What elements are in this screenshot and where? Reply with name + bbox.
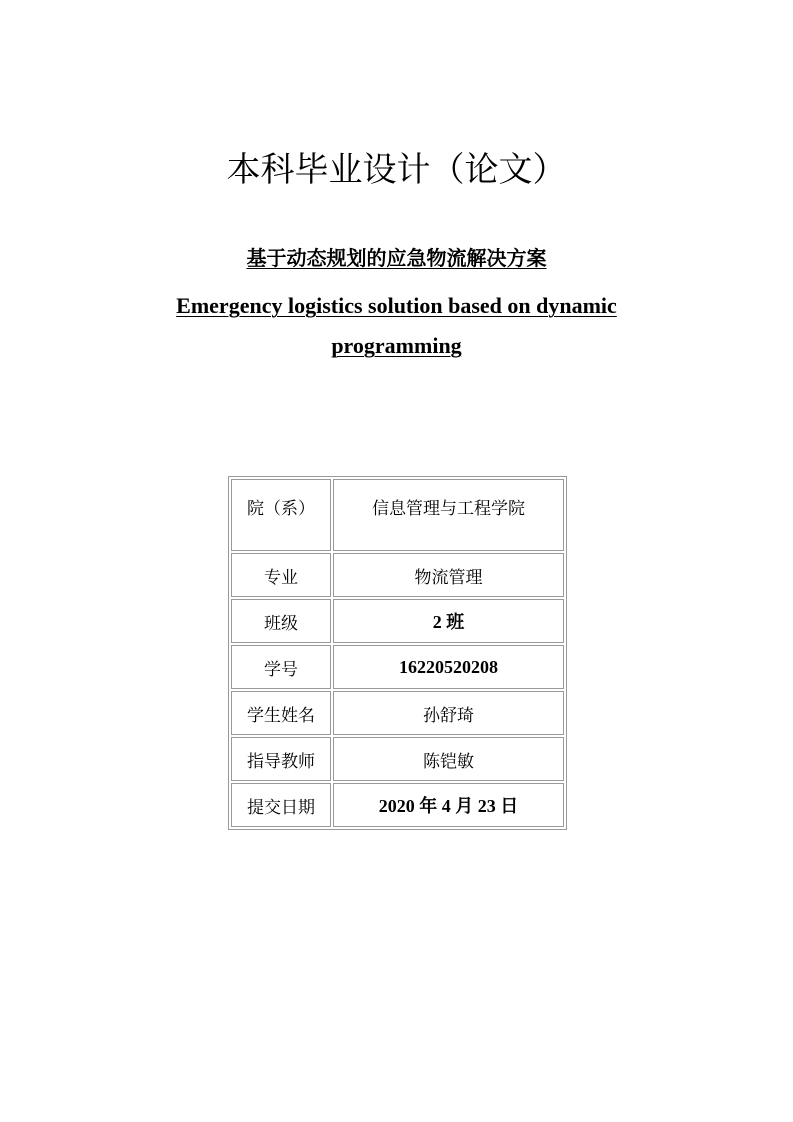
table-row-department <box>231 479 564 551</box>
table-row-student-name <box>231 691 564 735</box>
student-id-value: 16220520208 <box>333 645 564 689</box>
submission-date-label: 提交日期 <box>231 783 331 827</box>
chinese-thesis-title-text: 基于动态规划的应急物流解决方案 <box>246 246 547 270</box>
table-row-major <box>231 553 564 597</box>
major-label: 专业 <box>231 553 331 597</box>
chinese-thesis-title <box>0 240 793 276</box>
table-row-submission-date <box>231 783 564 827</box>
english-thesis-title <box>140 286 653 366</box>
department-label: 院（系） <box>231 479 331 551</box>
table-row-student-id <box>231 645 564 689</box>
english-thesis-title-text: Emergency logistics solution based on dynamic programming <box>176 293 617 358</box>
advisor-label: 指导教师 <box>231 737 331 781</box>
student-id-label: 学号 <box>231 645 331 689</box>
student-info-table <box>228 476 567 830</box>
submission-date-value: 2020 年 4 月 23 日 <box>333 783 564 827</box>
advisor-value: 陈铠敏 <box>333 737 564 781</box>
main-title: 本科毕业设计（论文） <box>226 150 567 190</box>
class-label: 班级 <box>231 599 331 643</box>
student-name-value: 孙舒琦 <box>333 691 564 735</box>
table-row-advisor <box>231 737 564 781</box>
department-value: 信息管理与工程学院 <box>333 479 564 551</box>
major-value: 物流管理 <box>333 553 564 597</box>
class-value: 2 班 <box>333 599 564 643</box>
student-name-label: 学生姓名 <box>231 691 331 735</box>
table-row-class <box>231 599 564 643</box>
